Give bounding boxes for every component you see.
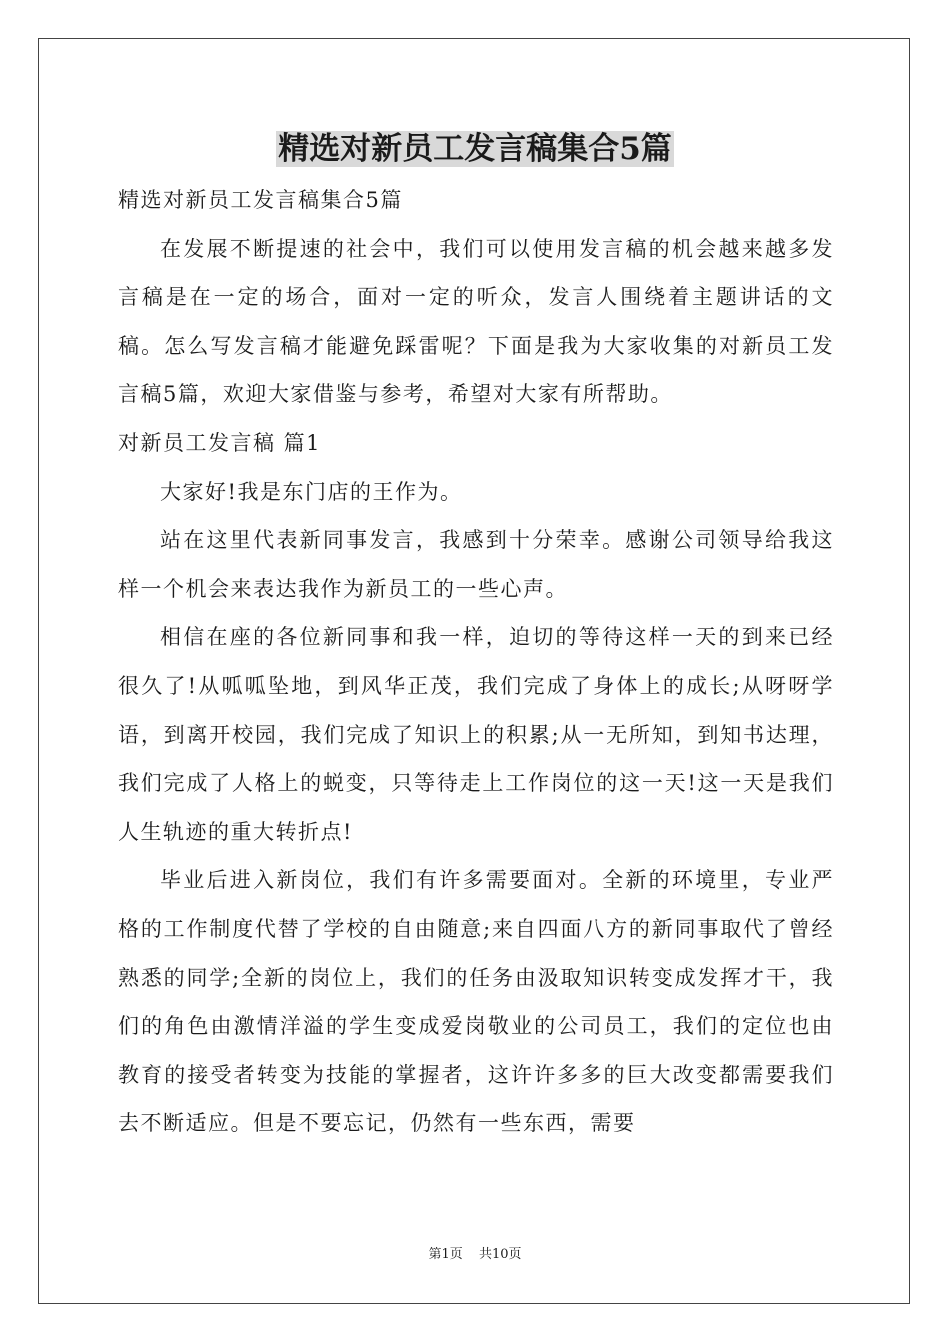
paragraph-subtitle: 精选对新员工发言稿集合5篇 bbox=[118, 188, 403, 212]
paragraph-intro: 在发展不断提速的社会中，我们可以使用发言稿的机会越来越多发言稿是在一定的场合，面对一定的听众，发言人围绕着主题讲话的文稿。怎么写发言稿才能避免踩雷呢？下面是我为大家收集的对新员工发言稿5篇，欢迎大家借鉴与参考，希望对大家有所帮助。 bbox=[118, 236, 834, 407]
paragraph: 站在这里代表新同事发言，我感到十分荣幸。感谢公司领导给我这样一个机会来表达我作为新员工的一些心声。 bbox=[118, 528, 834, 601]
document-title bbox=[0, 126, 950, 172]
document-title-text: 精选对新员工发言稿集合5篇 bbox=[278, 131, 672, 167]
paragraph-greeting: 大家好!我是东门店的王作为。 bbox=[160, 479, 463, 504]
page-footer bbox=[0, 1245, 950, 1265]
paragraph: 相信在座的各位新同事和我一样，迫切的等待这样一天的到来已经很久了!从呱呱坠地，到风华正茂，我们完成了身体上的成长;从呀呀学语，到离开校园，我们完成了知识上的积累;从一无所知，到知书达理，我们完成了人格上的蜕变，只等待走上工作岗位的这一天!这一天是我们人生轨迹的重大转折点! bbox=[118, 625, 834, 844]
document-body bbox=[118, 176, 834, 1148]
section-heading: 对新员工发言稿 篇1 bbox=[118, 430, 322, 455]
page-number: 第1页 bbox=[428, 1247, 463, 1262]
paragraph: 毕业后进入新岗位，我们有许多需要面对。全新的环境里，专业严格的工作制度代替了学校的自由随意;来自四面八方的新同事取代了曾经熟悉的同学;全新的岗位上，我们的任务由汲取知识转变成发挥才干，我们的角色由激情洋溢的学生变成爱岗敬业的公司员工，我们的定位也由教育的接受者转变为技能的掌握者，这许许多多的巨大改变都需要我们去不断适应。但是不要忘记，仍然有一些东西，需要 bbox=[118, 868, 834, 1136]
page-total: 共10页 bbox=[478, 1247, 522, 1262]
